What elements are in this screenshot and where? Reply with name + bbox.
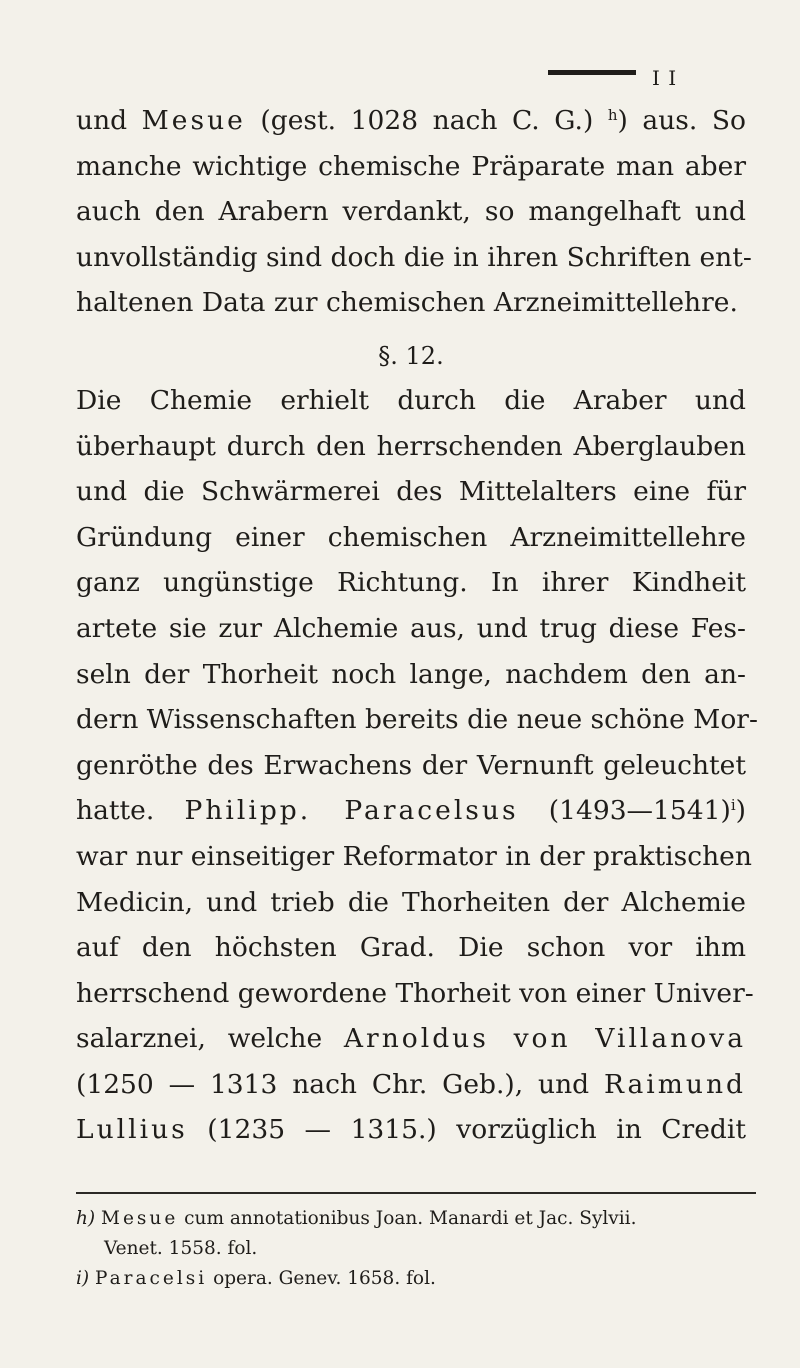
text-line: auch den Arabern verdankt, so mangelhaft und [76,196,746,228]
text-line: haltenen Data zur chemischen Arzneimittellehre. [76,287,738,319]
page-number: I I [652,66,678,90]
text-line: Gründung einer chemischen Arzneimittellehre [76,521,746,553]
text-line: Medicin, und trieb die Thorheiten der Alchemie [76,886,746,918]
header-rule [548,70,636,75]
footnote-ref: h [607,106,618,124]
footnote-mark: i) [76,1268,90,1289]
text-line: Lullius (1235 — 1315.) vorzüglich in Credit [76,1114,746,1146]
footnote-author: Mesue [101,1208,179,1229]
author-name: Mesue [141,105,246,136]
text-line: salarznei, welche Arnoldus von Villanova [76,1023,746,1055]
author-name: Raimund [603,1068,746,1100]
section-heading: §. 12. [378,341,444,370]
text-line: manche wichtige chemische Präparate man aber [76,150,746,182]
footnote-divider [76,1192,756,1194]
author-name: Lullius [76,1114,188,1146]
footnote: h) Mesue cum annotationibus Joan. Manardi et Jac. Sylvii. [76,1208,637,1229]
text-line: auf den höchsten Grad. Die schon vor ihm [76,932,746,964]
footnote-continuation: Venet. 1558. fol. [104,1238,258,1259]
text-line: artete sie zur Alchemie aus, und trug diese Fes- [76,612,746,644]
footnotes [76,1204,756,1294]
text-line: und die Schwärmerei des Mittelalters eine für [76,476,746,508]
text-line: hatte. Philipp. Paracelsus (1493—1541)$^i$) [76,795,746,827]
text-line: genröthe des Erwachens der Vernunft geleuchtet [76,749,746,781]
text-line: (1250 — 1313 nach Chr. Geb.), und Raimund [76,1068,746,1100]
text-line: herrschend gewordene Thorheit von einer Univer- [76,977,754,1009]
text-line: ganz ungünstige Richtung. In ihrer Kindheit [76,567,746,599]
footnote-ref: i [730,796,736,815]
author-name: Arnoldus von Villanova [343,1023,746,1055]
author-name: Philipp. Paracelsus [184,795,519,827]
text-line: war nur einseitiger Reformator in der praktischen [76,840,752,872]
footnote-author: Paracelsi [95,1268,208,1289]
footnote: i) Paracelsi opera. Genev. 1658. fol. [76,1268,436,1289]
text-line: und Mesue (gest. 1028 nach C. G.) $^h$) aus. So [76,105,746,136]
text-line: Die Chemie erhielt durch die Araber und [76,384,746,416]
text-line: dern Wissenschaften bereits die neue schöne Mor- [76,704,758,736]
main-text [76,98,758,1153]
text-line: unvollständig sind doch die in ihren Schriften ent- [76,241,752,273]
text-line: seln der Thorheit noch lange, nachdem den an- [76,658,746,690]
footnote-mark: h) [76,1208,96,1229]
text-line: überhaupt durch den herrschenden Aberglauben [76,430,746,462]
